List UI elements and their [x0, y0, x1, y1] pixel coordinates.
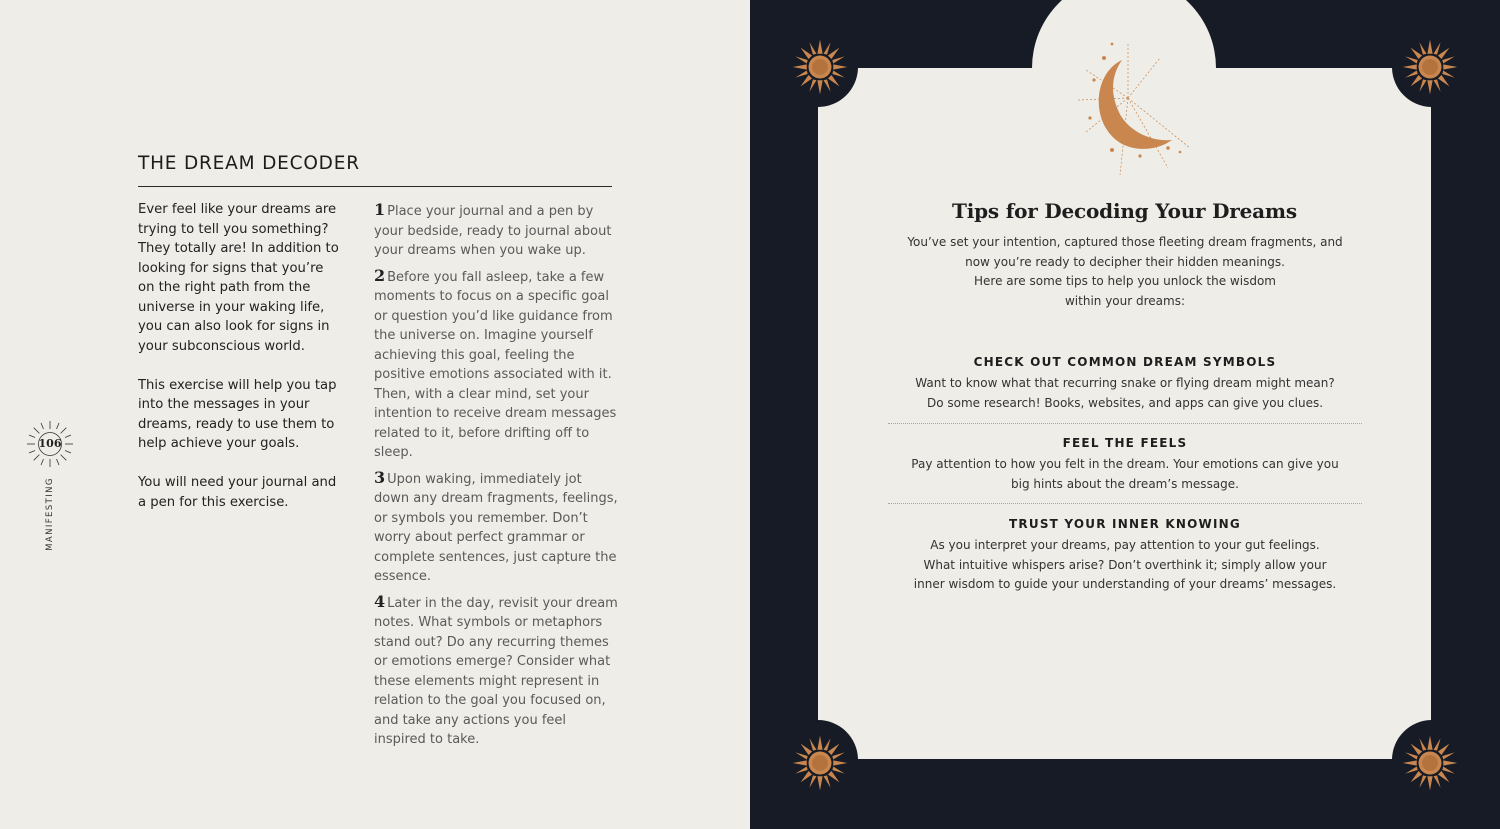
tip-line: Want to know what that recurring snake or flying dream might mean?: [915, 376, 1335, 390]
intro-paragraph: You will need your journal and a pen for this exercise.: [138, 475, 337, 510]
tip-divider: [888, 423, 1362, 424]
tip-line: As you interpret your dreams, pay attention to your gut feelings.: [930, 538, 1320, 552]
tip-line: Pay attention to how you felt in the dream. Your emotions can give you: [911, 457, 1339, 471]
intro-paragraph: This exercise will help you tap into the messages in your dreams, ready to use them to help achieve your goals.: [138, 377, 337, 451]
tip-text: [888, 374, 1362, 413]
tip-line: What intuitive whispers arise? Don’t overthink it; simply allow your: [923, 557, 1327, 572]
section-label: MANIFESTING: [45, 477, 55, 551]
tip-item: [888, 517, 1362, 595]
tip-item: [888, 436, 1362, 494]
step-text: Upon waking, immediately jot down any dream fragments, feelings, or symbols you remember. Don’t worry about perfect grammar or complete sentences, just capture the essence.: [374, 471, 618, 584]
sun-icon: [1403, 736, 1458, 791]
step-number: 4: [374, 591, 386, 611]
tip-heading: CHECK OUT COMMON DREAM SYMBOLS: [973, 355, 1277, 369]
tips-title: Tips for Decoding Your Dreams: [952, 199, 1297, 223]
sun-icon: [793, 40, 848, 95]
tip-line: inner wisdom to guide your understanding of your dreams’ messages.: [913, 577, 1337, 591]
page-title: THE DREAM DECODER: [138, 153, 360, 174]
sun-icon: [793, 736, 848, 791]
tip-heading: FEEL THE FEELS: [1062, 436, 1188, 450]
tip-text: [888, 455, 1362, 494]
tips-intro: [900, 233, 1350, 311]
tips-intro-line: now you’re ready to decipher their hidden meanings.: [965, 254, 1285, 269]
intro-paragraph: Ever feel like your dreams are trying to tell you something? They totally are! In addition to looking for signs that you’re on the right path from the universe in your waking life, you can also look for signs in your subconscious world.: [138, 202, 339, 354]
tip-line: Do some research! Books, websites, and apps can give you clues.: [926, 395, 1324, 410]
tip-heading: TRUST YOUR INNER KNOWING: [1009, 517, 1241, 531]
page-number: 106: [38, 437, 62, 450]
tips-intro-line: within your dreams:: [1064, 293, 1186, 308]
tips-intro-line: Here are some tips to help you unlock the wisdom: [974, 274, 1276, 288]
step-number: 1: [374, 200, 386, 219]
sun-icon: [1403, 40, 1458, 95]
step-text: Later in the day, revisit your dream notes. What symbols or metaphors stand out? Do any recurring themes or emotions emerge? Consider what these elements might represent in relation to the goal you focused on, and take any actions you feel inspired to take.: [374, 595, 618, 747]
step-number: 2: [374, 265, 386, 285]
tip-divider: [888, 503, 1362, 504]
step-text: Before you fall asleep, take a few moments to focus on a specific goal or question you’d like guidance from the universe on. Imagine yourself achieving this goal, feeling the positive emotions associated with it. Then, with a clear mind, set your intention to receive dream messages related to it, before drifting off to sleep.: [374, 269, 617, 460]
tip-line: big hints about the dream’s message.: [1011, 476, 1239, 491]
step-text: Place your journal and a pen by your bedside, ready to journal about your dreams when you wake up.: [374, 204, 612, 258]
tip-item: [888, 355, 1362, 413]
step-number: 3: [374, 467, 386, 487]
tips-intro-line: You’ve set your intention, captured those fleeting dream fragments, and: [907, 235, 1343, 249]
tip-text: [888, 536, 1362, 595]
